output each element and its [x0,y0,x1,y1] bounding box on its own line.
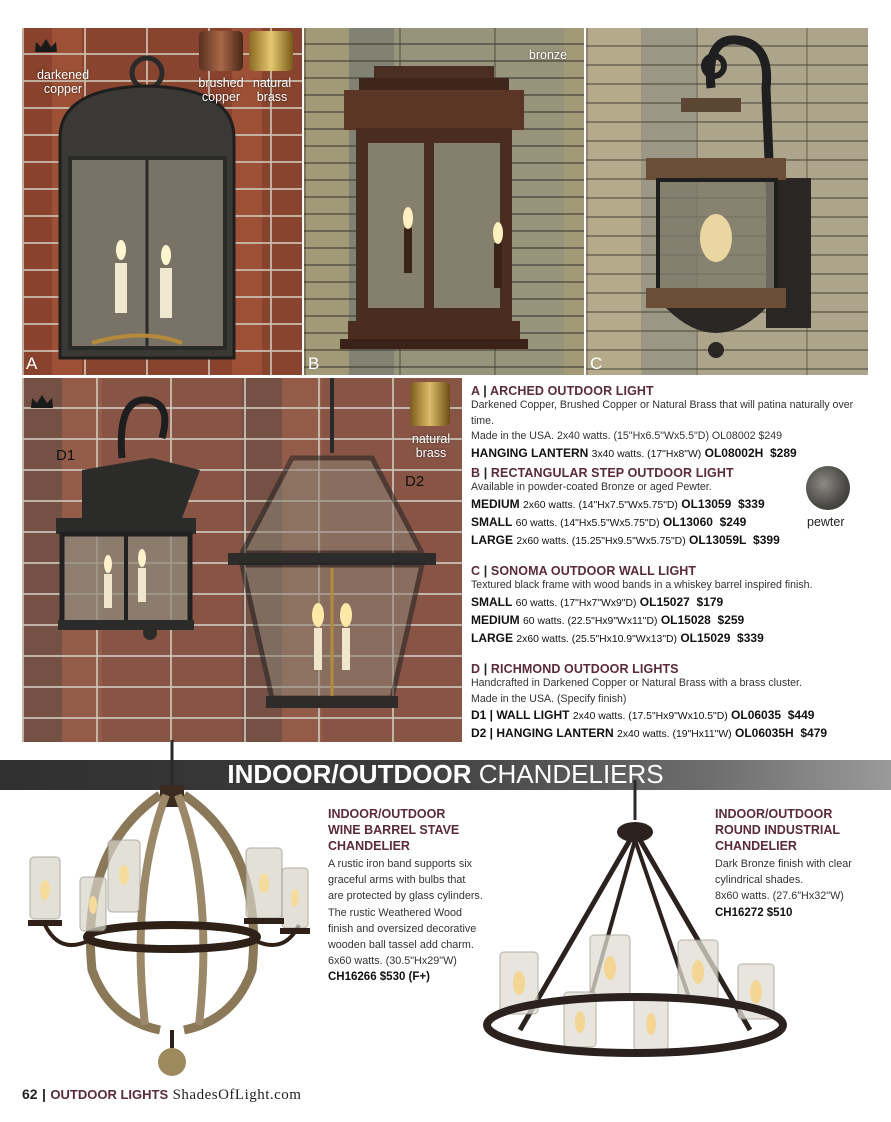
chandelier-sku-price: CH16266 $530 (F+) [328,971,430,984]
photo-b-rectangular-light [304,28,584,375]
chandelier-wine-barrel [328,806,488,985]
product-variant: D1 | WALL LIGHT 2x40 watts. (17.5"Hx9"Wx10.5"D) OL06035 $449 [471,708,815,722]
panel-letter-a: A [26,354,38,373]
finish-label-natural-brass: natural brass [411,432,451,460]
product-desc-line: Handcrafted in Darkened Copper or Natural Brass with a brass cluster. [471,677,802,689]
pewter-label: pewter [807,515,845,529]
product-d [471,662,871,743]
rectangular-light-image [304,28,584,375]
sonoma-light-image [586,28,868,375]
product-variant: LARGE 2x60 watts. (15.25"Hx9.5"Wx5.75"D) OL13059L $399 [471,532,780,547]
product-a [471,384,871,463]
photo-c-sonoma-light [586,28,868,375]
footer-website: ShadesOfLight.com [172,1087,302,1103]
label-d1: D1 [56,447,76,464]
swatch-brushed-copper [199,31,243,71]
product-variant: SMALL 60 watts. (17"Hx7"Wx9"D) OL15027 $179 [471,594,724,609]
richmond-lights-image [22,378,462,742]
chandelier-title-line: CHANDELIER [328,839,410,853]
chandelier-round-industrial [715,806,875,921]
photo-d-richmond-lights [22,378,462,742]
product-c [471,564,871,648]
crown-icon [34,38,58,54]
product-letter: A [471,384,480,398]
product-variant: LARGE 2x60 watts. (25.5"Hx10.9"Wx13"D) OL15029 $339 [471,630,764,645]
swatch-natural-brass [249,31,293,71]
product-variant: HANGING LANTERN 3x40 watts. (17"Hx8"W) OL08002H $289 [471,445,797,460]
product-title: D | RICHMOND OUTDOOR LIGHTS [471,662,679,676]
chandelier-title-line: CHANDELIER [715,839,797,853]
chandelier-title-line: INDOOR/OUTDOOR [715,807,833,821]
chandelier-desc: A rustic iron band supports six graceful arms with bulbs that are protected by glass cylinders. The rustic Weathered Wood finish and oversized decorative wooden ball tassel add charm. 6x60 watts. (30.5"Hx29"W) [328,858,483,968]
product-desc-line: Made in the USA. (Specify finish) [471,692,627,705]
footer-section: OUTDOOR LIGHTS [50,1087,169,1102]
photo-a-arched-light [22,28,302,375]
chandelier-desc: Dark Bronze finish with clear cylindrical shades. 8x60 watts. (27.6"Hx32"W) [715,858,852,903]
page-footer [22,1086,301,1104]
crown-icon [30,394,54,410]
page-number: 62 [22,1086,38,1102]
product-desc-line: Textured black frame with wood bands in a whiskey barrel inspired finish. [471,579,813,591]
product-desc-line: Darkened Copper, Brushed Copper or Natural Brass that will patina naturally over time. [471,399,854,427]
section-title: INDOOR/OUTDOOR CHANDELIERS [227,759,664,789]
chandelier-sku-price: CH16272 $510 [715,906,793,919]
product-title: A | ARCHED OUTDOOR LIGHT [471,384,654,398]
panel-letter-b: B [308,354,320,373]
product-b [471,466,871,550]
product-name: ARCHED OUTDOOR LIGHT [489,384,654,398]
product-variant: D2 | HANGING LANTERN 2x40 watts. (19"Hx11"W) OL06035H $479 [471,726,828,740]
product-desc-line: Made in the USA. 2x40 watts. (15"Hx6.5"Wx5.5"D) OL08002 $249 [471,430,783,442]
footer-separator: | [42,1086,46,1102]
product-variant: SMALL 60 watts. (14"Hx5.5"Wx5.75"D) OL13060 $249 [471,514,747,529]
product-desc-line: Available in powder-coated Bronze or aged Pewter. [471,481,712,493]
label-d2: D2 [405,473,425,490]
chandelier-title-line: INDOOR/OUTDOOR [328,807,446,821]
product-variant: MEDIUM 2x60 watts. (14"Hx7.5"Wx5.75"D) OL13059 $339 [471,496,765,511]
finish-label-darkened-copper: darkened copper [36,68,90,96]
finish-label-bronze: bronze [528,48,568,62]
finish-label-brushed-copper: brushed copper [198,76,244,104]
chandelier-title-line: ROUND INDUSTRIAL [715,823,840,837]
panel-letter-c: C [590,354,603,373]
finish-label-natural-brass: natural brass [252,76,292,104]
chandelier-title-line: WINE BARREL STAVE [328,823,460,837]
swatch-natural-brass [410,382,450,426]
wine-barrel-chandelier-image [20,740,320,1085]
product-title: B | RECTANGULAR STEP OUTDOOR LIGHT [471,466,734,480]
product-variant: MEDIUM 60 watts. (22.5"Hx9"Wx11"D) OL15028 $259 [471,612,745,627]
product-title: C | SONOMA OUTDOOR WALL LIGHT [471,564,697,578]
